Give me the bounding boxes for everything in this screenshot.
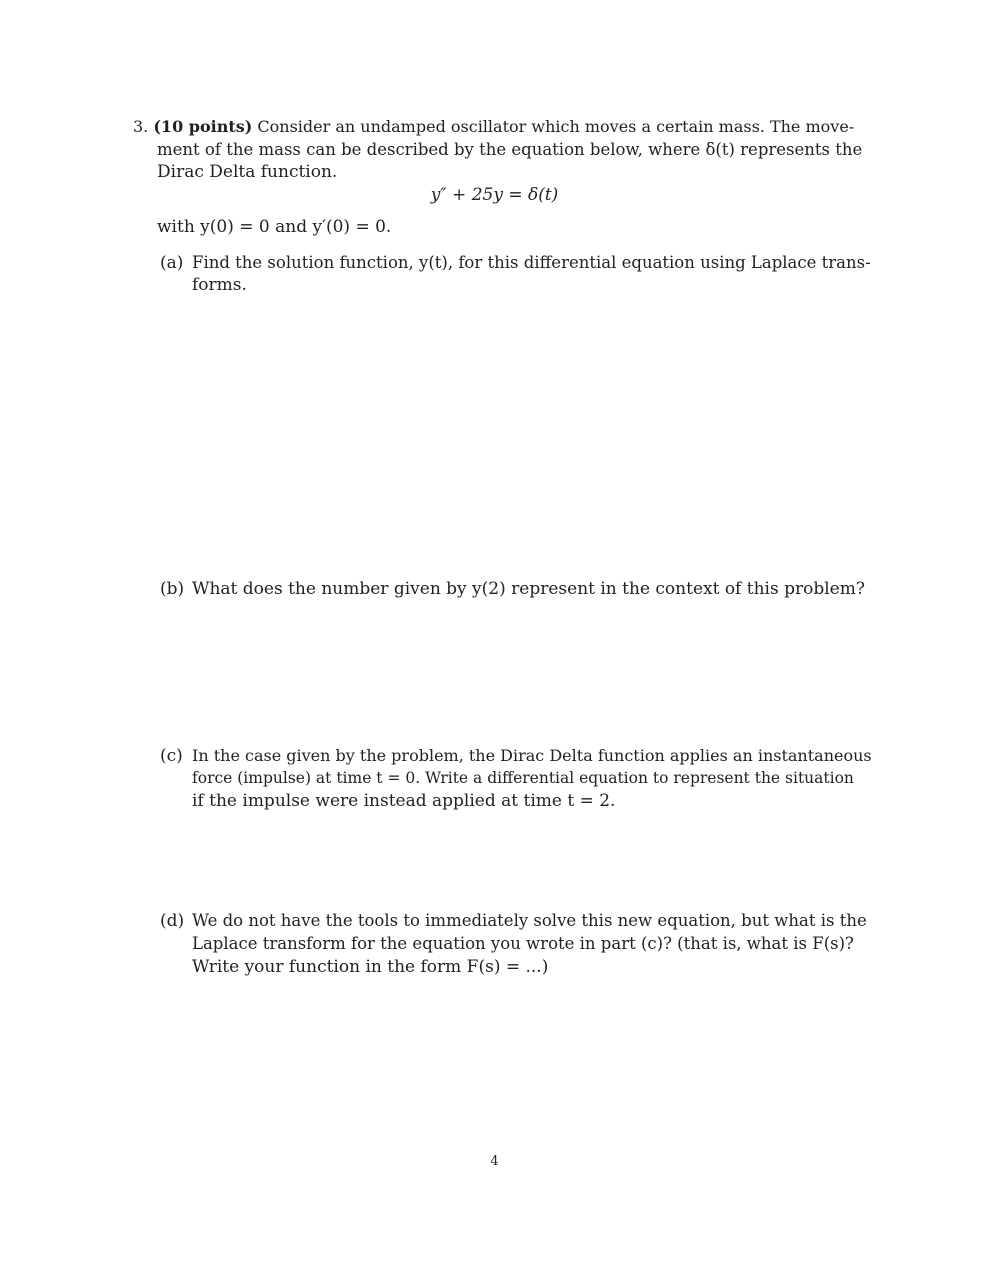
part-a-line1: Find the solution function, y(t), for this differential equation using Laplace trans- — [192, 253, 871, 272]
part-a-label: (a) — [160, 253, 184, 273]
problem-line-1 — [133, 116, 873, 139]
part-d-line1: We do not have the tools to immediately solve this new equation, but what is the — [192, 911, 867, 930]
problem-points: (10 points) — [153, 117, 253, 136]
part-c-line2: force (impulse) at time t = 0. Write a differential equation to represent the situation — [192, 769, 854, 787]
problem-intro-line2: ment of the mass can be described by the equation below, where δ(t) represents the — [157, 140, 863, 159]
part-a-line2: forms. — [192, 275, 247, 295]
page-number: 4 — [490, 1154, 499, 1169]
part-d-line3: Write your function in the form F(s) = ...) — [192, 957, 549, 977]
initial-conditions: with y(0) = 0 and y′(0) = 0. — [157, 217, 392, 237]
part-b-line1: What does the number given by y(2) represent in the context of this problem? — [192, 579, 865, 599]
problem-intro-line1: Consider an undamped oscillator which moves a certain mass. The move- — [257, 117, 855, 136]
part-c-line3: if the impulse were instead applied at time t = 2. — [192, 791, 616, 811]
problem-intro-line3: Dirac Delta function. — [157, 162, 338, 182]
part-d-label: (d) — [160, 911, 185, 931]
differential-equation: y″ + 25y = δ(t) — [430, 185, 559, 205]
problem-number: 3. — [133, 117, 149, 136]
part-c-label: (c) — [160, 746, 183, 766]
part-d-line2: Laplace transform for the equation you wrote in part (c)? (that is, what is F(s)? — [192, 934, 854, 953]
part-c-line1: In the case given by the problem, the Dirac Delta function applies an instantaneous — [192, 746, 872, 765]
part-b-label: (b) — [160, 579, 185, 599]
